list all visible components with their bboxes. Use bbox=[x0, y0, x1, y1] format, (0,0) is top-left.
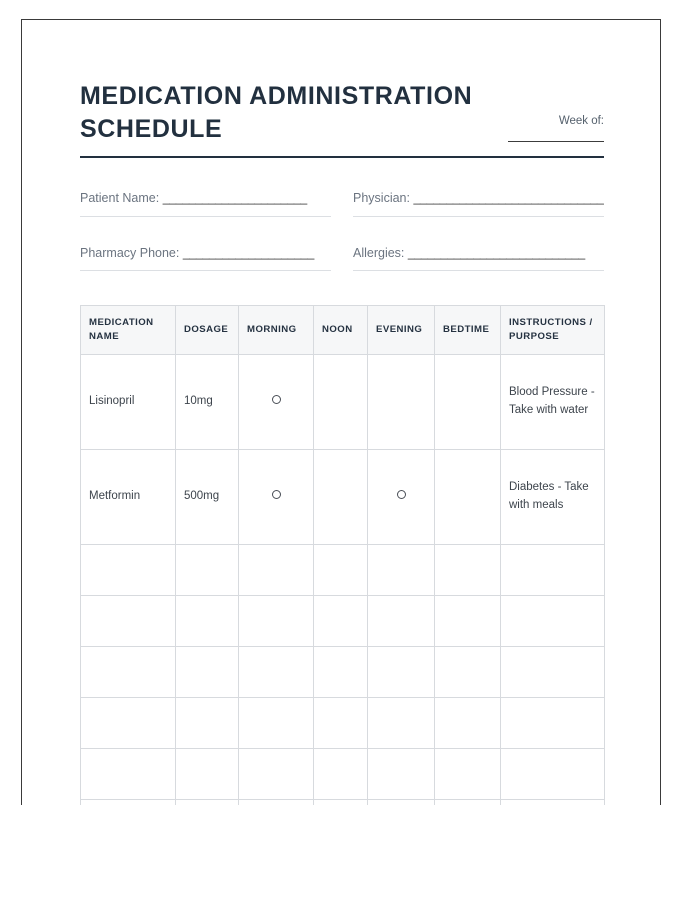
cell-morning[interactable] bbox=[239, 449, 314, 544]
cell-medication-name[interactable] bbox=[81, 595, 176, 646]
cell-noon[interactable] bbox=[314, 646, 368, 697]
allergies-text bbox=[353, 243, 604, 265]
form-field-row bbox=[80, 243, 604, 272]
week-of-label: Week of: bbox=[558, 115, 604, 128]
cell-noon[interactable] bbox=[314, 697, 368, 748]
cell-evening[interactable] bbox=[368, 449, 435, 544]
pharmacy-phone-text bbox=[80, 243, 331, 265]
cell-medication-name[interactable] bbox=[81, 544, 176, 595]
cell-dosage[interactable] bbox=[176, 748, 239, 799]
cell-bedtime[interactable] bbox=[435, 646, 501, 697]
dose-circle-icon[interactable] bbox=[272, 490, 281, 499]
patient-name-label: Patient Name: bbox=[80, 191, 160, 205]
column-header-medication-name: MEDICATION NAME bbox=[81, 306, 176, 355]
table-body bbox=[81, 354, 605, 805]
week-of-field[interactable] bbox=[444, 113, 604, 142]
cell-morning[interactable] bbox=[239, 354, 314, 449]
cell-instructions[interactable]: Diabetes - Take with meals bbox=[501, 449, 605, 544]
cell-evening[interactable] bbox=[368, 646, 435, 697]
cell-dosage[interactable] bbox=[176, 646, 239, 697]
table-row[interactable] bbox=[81, 748, 605, 799]
dose-circle-icon[interactable] bbox=[397, 490, 406, 499]
cell-medication-name[interactable] bbox=[81, 697, 176, 748]
cell-bedtime[interactable] bbox=[435, 595, 501, 646]
cell-instructions[interactable] bbox=[501, 799, 605, 805]
pharmacy-phone-field[interactable] bbox=[80, 243, 331, 272]
document-page bbox=[21, 19, 661, 805]
table-row[interactable] bbox=[81, 449, 605, 544]
cell-morning[interactable] bbox=[239, 646, 314, 697]
cell-evening[interactable] bbox=[368, 595, 435, 646]
table-header bbox=[81, 306, 605, 355]
column-header-morning: MORNING bbox=[239, 306, 314, 355]
cell-noon[interactable] bbox=[314, 449, 368, 544]
cell-morning[interactable] bbox=[239, 697, 314, 748]
cell-medication-name[interactable]: Lisinopril bbox=[81, 354, 176, 449]
cell-dosage[interactable] bbox=[176, 697, 239, 748]
table-header-row bbox=[81, 306, 605, 355]
column-header-noon: NOON bbox=[314, 306, 368, 355]
allergies-label: Allergies: bbox=[353, 245, 405, 260]
cell-instructions[interactable] bbox=[501, 544, 605, 595]
cell-noon[interactable] bbox=[314, 354, 368, 449]
physician-text bbox=[353, 188, 604, 210]
cell-evening[interactable] bbox=[368, 799, 435, 805]
form-fields bbox=[80, 188, 604, 271]
cell-evening[interactable] bbox=[368, 354, 435, 449]
cell-evening[interactable] bbox=[368, 748, 435, 799]
physician-input-line[interactable]: _____________________________ bbox=[413, 191, 604, 205]
cell-noon[interactable] bbox=[314, 544, 368, 595]
cell-bedtime[interactable] bbox=[435, 354, 501, 449]
cell-bedtime[interactable] bbox=[435, 748, 501, 799]
column-header-instructions: INSTRUCTIONS / PURPOSE bbox=[501, 306, 605, 355]
cell-medication-name[interactable]: Metformin bbox=[81, 449, 176, 544]
cell-morning[interactable] bbox=[239, 748, 314, 799]
form-field-row bbox=[80, 188, 604, 217]
cell-medication-name[interactable] bbox=[81, 799, 176, 805]
document-header bbox=[80, 80, 604, 158]
dose-circle-icon[interactable] bbox=[272, 395, 281, 404]
table-row[interactable] bbox=[81, 646, 605, 697]
table-row[interactable] bbox=[81, 799, 605, 805]
cell-noon[interactable] bbox=[314, 748, 368, 799]
pharmacy-phone-input-line[interactable]: ____________________ bbox=[182, 245, 314, 260]
table-row[interactable] bbox=[81, 354, 605, 449]
table-row[interactable] bbox=[81, 544, 605, 595]
cell-dosage[interactable] bbox=[176, 595, 239, 646]
pharmacy-phone-label: Pharmacy Phone: bbox=[80, 245, 180, 260]
cell-dosage[interactable] bbox=[176, 799, 239, 805]
patient-name-input-line[interactable]: ______________________ bbox=[162, 191, 307, 205]
cell-medication-name[interactable] bbox=[81, 748, 176, 799]
allergies-input-line[interactable]: ___________________________ bbox=[407, 245, 585, 260]
cell-bedtime[interactable] bbox=[435, 697, 501, 748]
cell-evening[interactable] bbox=[368, 544, 435, 595]
cell-morning[interactable] bbox=[239, 544, 314, 595]
table-row[interactable] bbox=[81, 697, 605, 748]
patient-name-text bbox=[80, 188, 331, 210]
cell-noon[interactable] bbox=[314, 799, 368, 805]
cell-bedtime[interactable] bbox=[435, 544, 501, 595]
page-content bbox=[80, 80, 604, 805]
cell-dosage[interactable]: 10mg bbox=[176, 354, 239, 449]
week-of-input-line[interactable] bbox=[508, 133, 604, 142]
cell-dosage[interactable] bbox=[176, 544, 239, 595]
column-header-dosage: DOSAGE bbox=[176, 306, 239, 355]
patient-name-field[interactable] bbox=[80, 188, 331, 217]
cell-morning[interactable] bbox=[239, 799, 314, 805]
cell-morning[interactable] bbox=[239, 595, 314, 646]
cell-bedtime[interactable] bbox=[435, 449, 501, 544]
cell-instructions[interactable] bbox=[501, 595, 605, 646]
cell-dosage[interactable]: 500mg bbox=[176, 449, 239, 544]
medication-schedule-table bbox=[80, 305, 605, 805]
cell-instructions[interactable]: Blood Pressure - Take with water bbox=[501, 354, 605, 449]
allergies-field[interactable] bbox=[353, 243, 604, 272]
cell-noon[interactable] bbox=[314, 595, 368, 646]
cell-instructions[interactable] bbox=[501, 646, 605, 697]
page-title: MEDICATION ADMINISTRATION SCHEDULE bbox=[80, 82, 473, 143]
cell-bedtime[interactable] bbox=[435, 799, 501, 805]
column-header-evening: EVENING bbox=[368, 306, 435, 355]
physician-label: Physician: bbox=[353, 191, 410, 205]
cell-instructions[interactable] bbox=[501, 697, 605, 748]
cell-instructions[interactable] bbox=[501, 748, 605, 799]
table-row[interactable] bbox=[81, 595, 605, 646]
cell-medication-name[interactable] bbox=[81, 646, 176, 697]
cell-evening[interactable] bbox=[368, 697, 435, 748]
column-header-bedtime: BEDTIME bbox=[435, 306, 501, 355]
physician-field[interactable] bbox=[353, 188, 604, 217]
